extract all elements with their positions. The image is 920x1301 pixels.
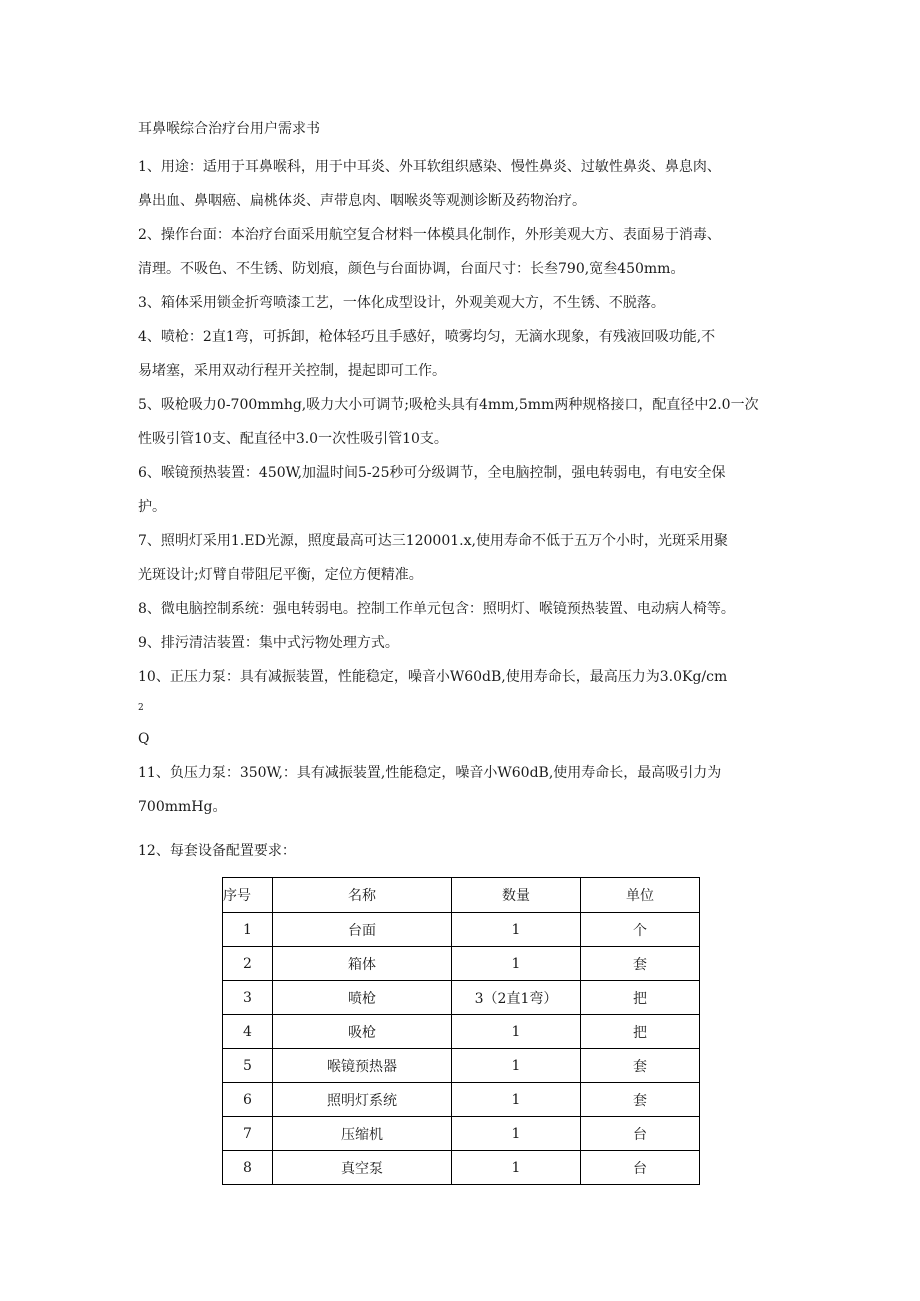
cell-unit: 台	[581, 1151, 700, 1185]
cell-name: 吸枪	[273, 1015, 452, 1049]
table-row	[223, 913, 700, 947]
superscript-mark: 2	[138, 703, 144, 713]
cell-index: 5	[223, 1049, 273, 1083]
table-caption: 12、每套设备配置要求：	[138, 843, 296, 859]
paragraph-line: 6、喉镜预热装置：450W,加温时间5-25秒可分级调节，全电脑控制，强电转弱电，有电安全保	[138, 465, 726, 481]
cell-unit: 台	[581, 1117, 700, 1151]
header-index: 序号	[223, 878, 273, 913]
cell-quantity: 1	[452, 913, 581, 947]
cell-quantity: 1	[452, 1151, 581, 1185]
header-unit: 单位	[581, 878, 700, 913]
paragraph-line: 性吸引管10支、配直径中3.0一次性吸引管10支。	[138, 431, 448, 447]
cell-quantity: 1	[452, 1015, 581, 1049]
paragraph-line: 清理。不吸色、不生锈、防划痕，颜色与台面协调，台面尺寸：长叁790,宽叁450mm。	[138, 261, 685, 277]
cell-name: 真空泵	[273, 1151, 452, 1185]
cell-name: 压缩机	[273, 1117, 452, 1151]
cell-unit: 个	[581, 913, 700, 947]
paragraph-line: 11、负压力泵：350W,：具有减振装置,性能稳定，噪音小W60dB,使用寿命长，最高吸引力为	[138, 765, 722, 781]
table-header-row	[223, 878, 700, 913]
cell-index: 8	[223, 1151, 273, 1185]
cell-unit: 套	[581, 1083, 700, 1117]
table-row	[223, 1049, 700, 1083]
paragraph-line: 9、排污清洁装置：集中式污物处理方式。	[138, 635, 399, 651]
paragraph-line: 鼻出血、鼻咽癌、扁桃体炎、声带息肉、咽喉炎等观测诊断及药物治疗。	[138, 193, 586, 209]
cell-index: 7	[223, 1117, 273, 1151]
cell-name: 喷枪	[273, 981, 452, 1015]
header-quantity: 数量	[452, 878, 581, 913]
cell-unit: 把	[581, 981, 700, 1015]
header-name: 名称	[273, 878, 452, 913]
paragraph-line: 2、操作台面：本治疗台面采用航空复合材料一体模具化制作，外形美观大方、表面易于消毒、	[138, 227, 721, 243]
cell-index: 2	[223, 947, 273, 981]
cell-quantity: 1	[452, 1083, 581, 1117]
cell-quantity: 1	[452, 1049, 581, 1083]
document-body	[138, 150, 798, 868]
cell-name: 台面	[273, 913, 452, 947]
equipment-table-wrap	[222, 877, 700, 1185]
cell-quantity: 1	[452, 947, 581, 981]
cell-name: 喉镜预热器	[273, 1049, 452, 1083]
paragraph-line: 1、用途：适用于耳鼻喉科，用于中耳炎、外耳软组织感染、慢性鼻炎、过敏性鼻炎、鼻息肉、	[138, 159, 721, 175]
cell-index: 1	[223, 913, 273, 947]
cell-index: 6	[223, 1083, 273, 1117]
paragraph-line: 3、箱体采用锁金折弯喷漆工艺，一体化成型设计，外观美观大方，不生锈、不脱落。	[138, 295, 665, 311]
paragraph-line: 5、吸枪吸力0-700mmhg,吸力大小可调节;吸枪头具有4mm,5mm两种规格接口，配直径中2.0一次	[138, 397, 759, 413]
table-row	[223, 981, 700, 1015]
paragraph-line: 光斑设计;灯臂自带阻尼平衡，定位方便精准。	[138, 567, 423, 583]
paragraph-line: 10、正压力泵：具有减振装置，性能稳定，噪音小W60dB,使用寿命长，最高压力为3.0Kg/cm	[138, 669, 728, 685]
equipment-table	[222, 877, 700, 1185]
table-row	[223, 1083, 700, 1117]
paragraph-line: 4、喷枪：2直1弯，可拆卸，枪体轻巧且手感好，喷雾均匀，无滴水现象，有残液回吸功能,不	[138, 329, 716, 345]
table-row	[223, 1151, 700, 1185]
cell-unit: 套	[581, 947, 700, 981]
paragraph-line: Q	[138, 731, 150, 747]
paragraph-line: 易堵塞，采用双动行程开关控制，提起即可工作。	[138, 363, 446, 379]
cell-unit: 套	[581, 1049, 700, 1083]
table-row	[223, 947, 700, 981]
table-row	[223, 1015, 700, 1049]
paragraph-line: 护。	[138, 499, 166, 515]
cell-quantity: 3（2直1弯）	[452, 981, 581, 1015]
cell-name: 照明灯系统	[273, 1083, 452, 1117]
cell-name: 箱体	[273, 947, 452, 981]
document-title: 耳鼻喉综合治疗台用户需求书	[138, 121, 320, 137]
paragraph-line: 700mmHg。	[138, 799, 227, 815]
cell-index: 4	[223, 1015, 273, 1049]
cell-unit: 把	[581, 1015, 700, 1049]
cell-index: 3	[223, 981, 273, 1015]
paragraph-line: 7、照明灯采用1.ED光源，照度最高可达三120001.x,使用寿命不低于五万个小时，光斑采用聚	[138, 533, 728, 549]
table-row	[223, 1117, 700, 1151]
paragraph-line: 8、微电脑控制系统：强电转弱电。控制工作单元包含：照明灯、喉镜预热装置、电动病人椅等。	[138, 601, 735, 617]
cell-quantity: 1	[452, 1117, 581, 1151]
